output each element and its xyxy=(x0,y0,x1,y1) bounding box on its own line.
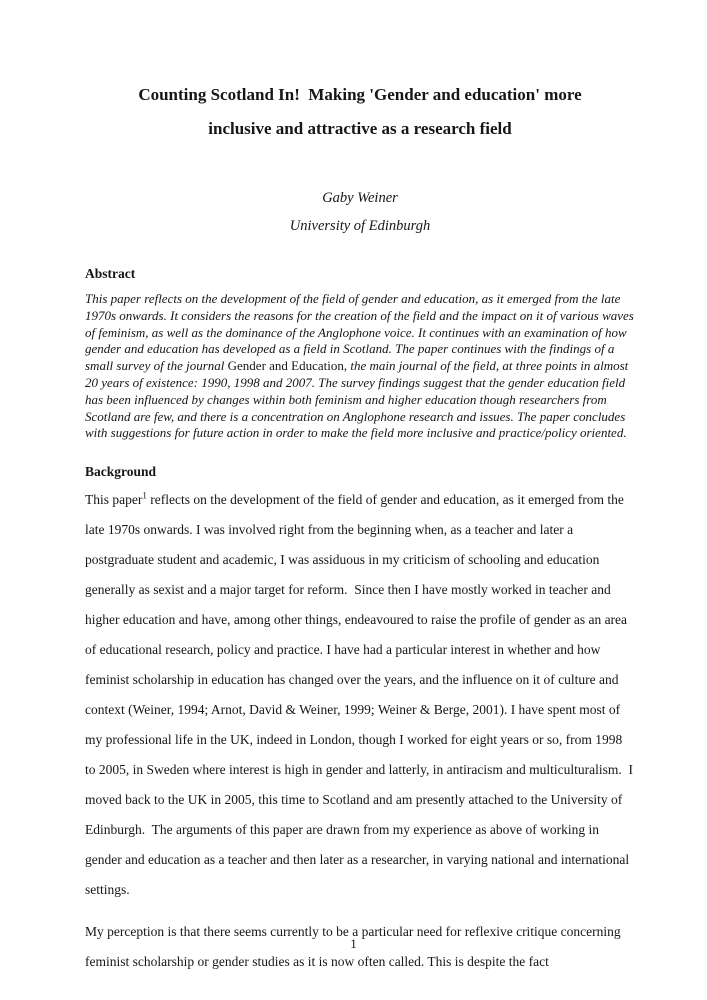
background-paragraph-1 xyxy=(85,485,635,905)
abstract-text-before-journal: This paper reflects on the development of the field of gender and education, as it emerged from the late 1970s onwards. It considers the reasons for the creation of the field and the impact on it of various waves of feminism, as well as the dominance of the Anglophone voice. It continues with an examination of how gender and education has developed as a field in Scotland. The paper continues with the findings of a small survey of the journal xyxy=(85,291,638,374)
paper-title-line-1: Counting Scotland In! Making 'Gender and education' more xyxy=(138,85,582,104)
abstract-text xyxy=(85,291,638,442)
author-affiliation: University of Edinburgh xyxy=(289,218,431,234)
paragraph-1-lead: This paper xyxy=(85,492,143,508)
page-number: 1 xyxy=(350,936,357,951)
footnote-marker-1: 1 xyxy=(142,490,147,501)
paper-title-line-2: inclusive and attractive as a research field xyxy=(208,119,512,138)
abstract-heading: Abstract xyxy=(85,266,136,281)
author-name: Gaby Weiner xyxy=(322,190,398,206)
byline xyxy=(85,184,635,240)
abstract-text-after-journal: the main journal of the field, at three points in almost 20 years of existence: 1990, 1998 and 2007. The survey findings suggest that the gender education field has been influenced by changes within both feminism and higher education though researchers from Scotland are few, and there is a concentration on Anglophone research and issues. The paper concludes with suggestions for future action in order to make the field more inclusive and practice/policy oriented. xyxy=(85,358,632,441)
paragraph-1-rest: reflects on the development of the field of gender and education, as it emerged from the late 1970s onwards. I was involved right from the beginning when, as a teacher and later a postgraduate student and academic, I was assiduous in my criticism of schooling and education generally as sexist and a major target for reform. Since then I have mostly worked in teacher and higher education and have, among other things, endeavoured to raise the profile of gender as an area of educational research, policy and practice. I have had a particular interest in whether and how feminist scholarship in education has changed over the years, and the influence on it of culture and context (Weiner, 1994; Arnot, David & Weiner, 1999; Weiner & Berge, 2001). I have spent most of my professional life in the UK, indeed in London, though I worked for eight years or so, from 1998 to 2005, in Sweden where interest is high in gender and latterly, in antiracism and multiculturalism. I moved back to the UK in 2005, this time to Scotland and am presently attached to the University of Edinburgh. The arguments of this paper are drawn from my experience as above of working in gender and education as a teacher and then later as a researcher, in varying national and international settings. xyxy=(85,492,637,898)
background-heading: Background xyxy=(85,464,157,480)
journal-name: Gender and Education, xyxy=(227,358,348,374)
background-paragraph-2: My perception is that there seems currently to be a particular need for reflexive critique concerning feminist scholarship or gender studies as it is now often called. This is despite the fact xyxy=(85,924,625,970)
